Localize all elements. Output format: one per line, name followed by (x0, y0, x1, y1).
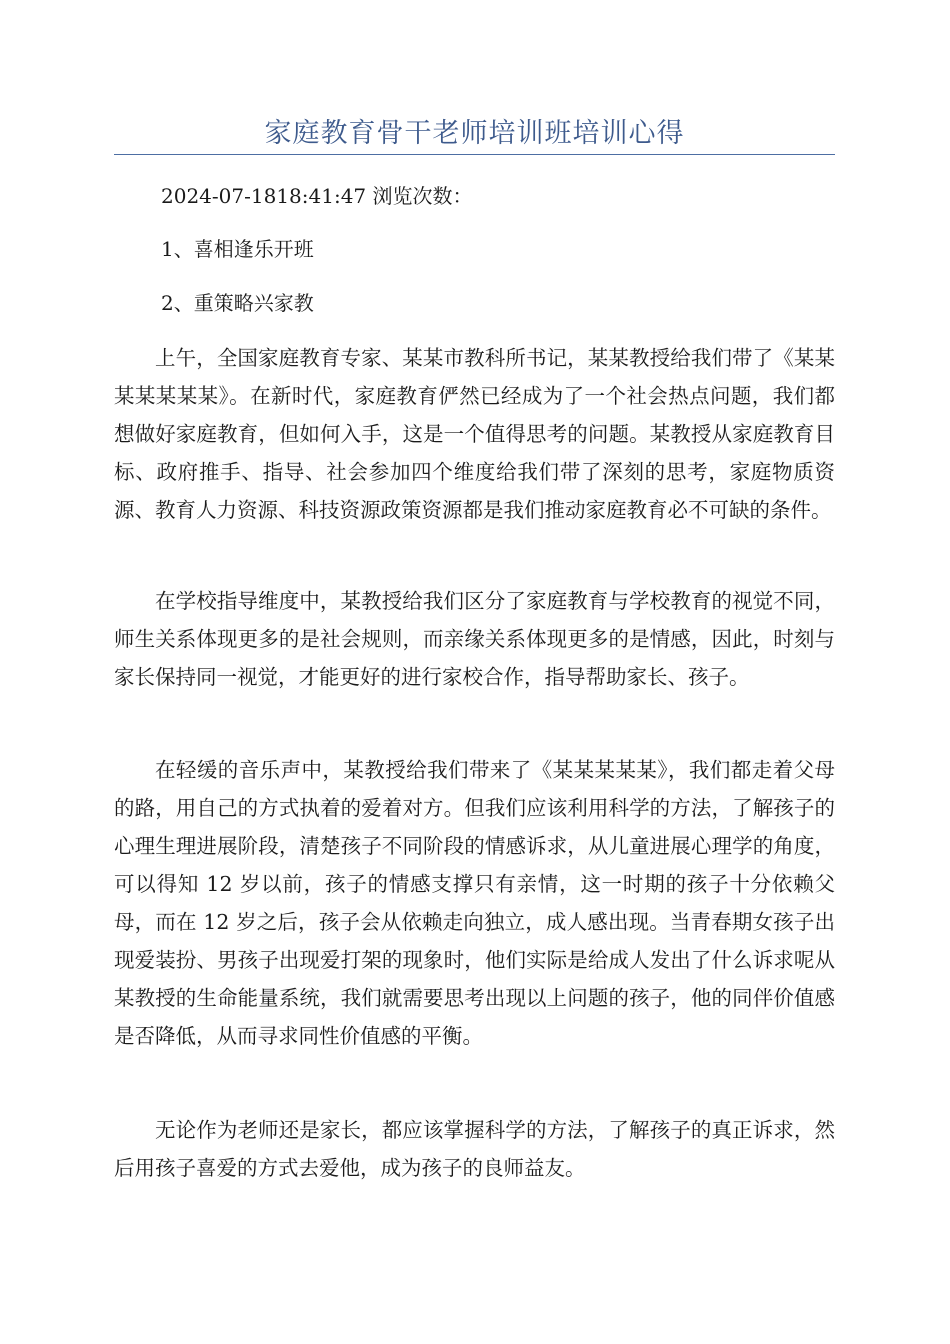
section-heading-1: 1、喜相逢乐开班 (161, 237, 314, 261)
paragraph-3: 在轻缓的音乐声中，某教授给我们带来了《某某某某某》，我们都走着父母的路，用自己的方式执着的爱着对方。但我们应该利用科学的方法，了解孩子的心理生理进展阶段，清楚孩子不同阶段的情感诉求，从儿童进展心理学的角度，可以得知 12 岁以前，孩子的情感支撑只有亲情，这一时期的孩子十分依赖父母，而在 12 岁之后，孩子会从依赖走向独立，成人感出现。当青春期女孩子出现爱装扮、男孩子出现爱打架的现象时，他们实际是给成人发出了什么诉求呢从某教授的生命能量系统，我们就需要思考出现以上问题的孩子，他的同伴价值感是否降低，从而寻求同性价值感的平衡。 (114, 758, 835, 1048)
paragraph-4: 无论作为老师还是家长，都应该掌握科学的方法，了解孩子的真正诉求，然后用孩子喜爱的方式去爱他，成为孩子的良师益友。 (114, 1118, 835, 1180)
paragraph-2: 在学校指导维度中，某教授给我们区分了家庭教育与学校教育的视觉不同，师生关系体现更多的是社会规则，而亲缘关系体现更多的是情感，因此，时刻与家长保持同一视觉，才能更好的进行家校合作，指导帮助家长、孩子。 (114, 589, 835, 689)
paragraph-1: 上午，全国家庭教育专家、某某市教科所书记，某某教授给我们带了《某某某某某某某》。在新时代，家庭教育俨然已经成为了一个社会热点问题，我们都想做好家庭教育，但如何入手，这是一个值得思考的问题。某教授从家庭教育目标、政府推手、指导、社会参加四个维度给我们带了深刻的思考，家庭物质资源、教育人力资源、科技资源政策资源都是我们推动家庭教育必不可缺的条件。 (114, 346, 835, 522)
publish-meta: 2024-07-1818:41:47 浏览次数： (161, 184, 473, 208)
section-heading-2: 2、重策略兴家教 (161, 291, 314, 315)
title-underline (114, 154, 835, 155)
document-title: 家庭教育骨干老师培训班培训心得 (264, 118, 685, 149)
